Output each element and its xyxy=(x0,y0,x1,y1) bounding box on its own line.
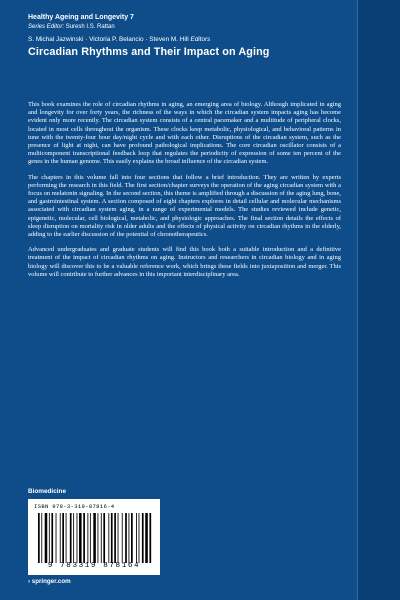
barcode-bar xyxy=(131,513,133,563)
barcode-bar xyxy=(56,513,57,563)
barcode-bar xyxy=(45,513,48,563)
spine-strip xyxy=(357,0,400,600)
barcode-bar xyxy=(93,513,96,563)
book-editors xyxy=(28,36,348,43)
barcode-bar xyxy=(145,513,148,563)
barcode-digits: 9 783319 878164 xyxy=(47,562,141,570)
barcode-bar xyxy=(79,513,82,563)
barcode-bar xyxy=(62,513,64,563)
barcode-bar xyxy=(101,513,102,563)
description-paragraph: Advanced undergraduates and graduate students will find this book both a suitable introduction and a definitive treatment of the impact of circadian rhythms on aging. Instructors and researchers in circadian biology and in aging biology will discover this to be a valuable reference work, which brings these fields into juxtaposition and merger. This volume will contribute to further advances in this important interdisciplinary area. xyxy=(28,246,341,278)
cover-header xyxy=(28,14,348,58)
barcode-bar xyxy=(70,513,72,563)
publisher-website: › springer.com xyxy=(28,578,71,585)
barcode-bar xyxy=(90,513,91,563)
barcode-bar xyxy=(125,513,127,563)
subject-category: Biomedicine xyxy=(28,488,66,495)
barcode-bar xyxy=(118,513,119,563)
barcode-bar xyxy=(87,513,88,563)
barcode-bar xyxy=(108,513,109,563)
editor-names: S. Michal Jazwinski · Victoria P. Belancio · Steven M. Hill xyxy=(28,36,189,43)
isbn-label: ISBN 978-3-319-87816-4 xyxy=(34,503,115,510)
description-paragraph: This book examines the role of circadian rhythms in aging, an emerging area of biology. Although implicated in aging and longevity for over forty years, the richness of the ways in which the circadian system impacts aging has become evident only more recently. The circadian system consists of a central pacemaker and a multitude of peripheral clocks, located in most cells throughout the organism. These clocks keep metabolic, physiological, and behavioral patterns in tune with the twenty-four hour day/night cycle and with each other. Disruptions of the circadian system, such as the presence of light at night, can have profound pathological implications. The core circadian oscillator consists of a multicomponent transcriptional feedback loop that regulates the periodicity of expression of some ten percent of the genes in the human genome. This easily explains the broad influence of the circadian system. xyxy=(28,101,341,166)
editor-role: Editors xyxy=(190,36,211,43)
series-editor-label: Series Editor: xyxy=(28,24,65,30)
barcode-bar xyxy=(139,513,140,563)
barcode-bar xyxy=(83,513,85,563)
barcode-bar xyxy=(60,513,61,563)
barcode-bar xyxy=(98,513,99,563)
barcode-bar xyxy=(122,513,123,563)
series-title: Healthy Ageing and Longevity 7 xyxy=(28,14,134,21)
barcode-bar xyxy=(51,513,53,563)
barcode-bar xyxy=(111,513,113,563)
barcode-bar xyxy=(149,513,151,563)
series-editor-name: Suresh I.S. Rattan xyxy=(65,24,115,30)
book-title: Circadian Rhythms and Their Impact on Aging xyxy=(28,46,270,58)
barcode xyxy=(38,513,152,563)
barcode-bar xyxy=(49,513,50,563)
series-editor xyxy=(28,24,348,30)
barcode-bar xyxy=(114,513,116,563)
barcode-bar xyxy=(66,513,67,563)
barcode-bar xyxy=(103,513,105,563)
barcode-bar xyxy=(41,513,42,563)
book-description xyxy=(28,101,341,286)
barcode-bar xyxy=(136,513,137,563)
barcode-bar xyxy=(142,513,144,563)
description-paragraph: The chapters in this volume fall into four sections that follow a brief introduction. They are written by experts performing the research in this field. The first section/chapter surveys the operation of the aging circadian system with a focus on melatonin signaling. In the second section, this theme is amplified through a discussion of the aging lung, bone, and gastrointestinal system. A section composed of eight chapters explores in detail cellular and molecular mechanisms associated with circadian system aging, in a range of experimental models. The studies reviewed include genetic, epigenetic, molecular, cell biological, metabolic, and physiologic approaches. The final section details the effects of sleep disruption on mortality risk in older adults and the effects of physical activity on circadian rhythms in the elderly, adding to the earlier discussion of the potential of chronotherapeutics. xyxy=(28,173,341,239)
barcode-bar xyxy=(73,513,74,563)
isbn-barcode-block xyxy=(28,499,160,575)
barcode-bar xyxy=(38,513,40,563)
barcode-bar xyxy=(77,513,78,563)
barcode-bar xyxy=(129,513,130,563)
